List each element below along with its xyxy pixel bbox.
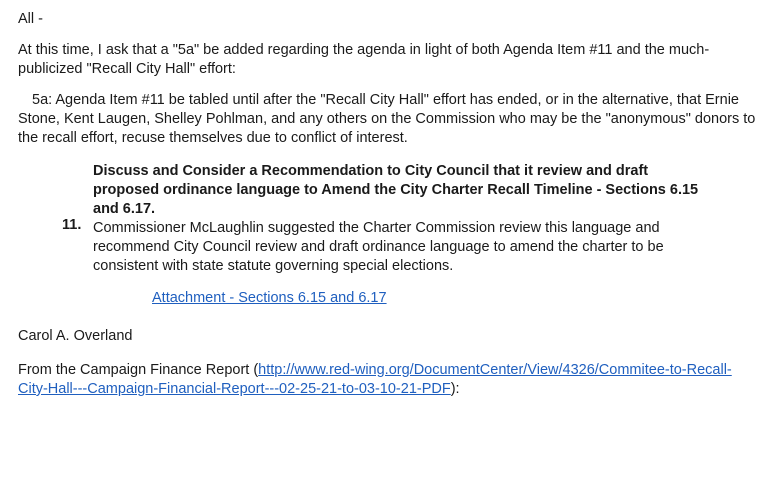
agenda-item-content: [93, 162, 713, 276]
agenda-item-title: Discuss and Consider a Recommendation to City Council that it review and draft proposed ordinance language to Amend the City Charter Recall Timeline - Sections 6.15 and 6.17.: [93, 163, 699, 217]
source-suffix: ):: [450, 381, 460, 397]
attachment-link[interactable]: Attachment - Sections 6.15 and 6.17: [152, 290, 387, 306]
attachment-row: [152, 289, 756, 308]
proposal-paragraph: 5a: Agenda Item #11 be tabled until after the "Recall City Hall" effort has ended, or in the alternative, that Ernie Stone, Kent Laugen, Shelley Pohlman, and any others on the Commission who may be the "anonymous" donors to the recall effort, recuse themselves due to conflict of interest.: [18, 92, 756, 146]
source-paragraph: [18, 361, 738, 399]
agenda-item: [62, 162, 756, 276]
signature: Carol A. Overland: [18, 328, 133, 344]
agenda-item-number: 11.: [62, 217, 82, 233]
intro-paragraph: At this time, I ask that a "5a" be added regarding the agenda in light of both Agenda Item #11 and the much-publicized "Recall City Hall" effort:: [18, 42, 710, 77]
greeting: All -: [18, 11, 43, 27]
source-prefix: From the Campaign Finance Report (: [18, 362, 259, 378]
agenda-item-description: Commissioner McLaughlin suggested the Charter Commission review this language and recommend City Council review and draft ordinance language to amend the charter to be consistent with state statute governing special elections.: [93, 220, 664, 274]
campaign-finance-report-link[interactable]: http://www.red-wing.org/DocumentCenter/View/4326/Commitee-to-Recall-City-Hall---Campaign-Financial-Report---02-25-21-to-03-10-21-PDF: [18, 362, 732, 397]
